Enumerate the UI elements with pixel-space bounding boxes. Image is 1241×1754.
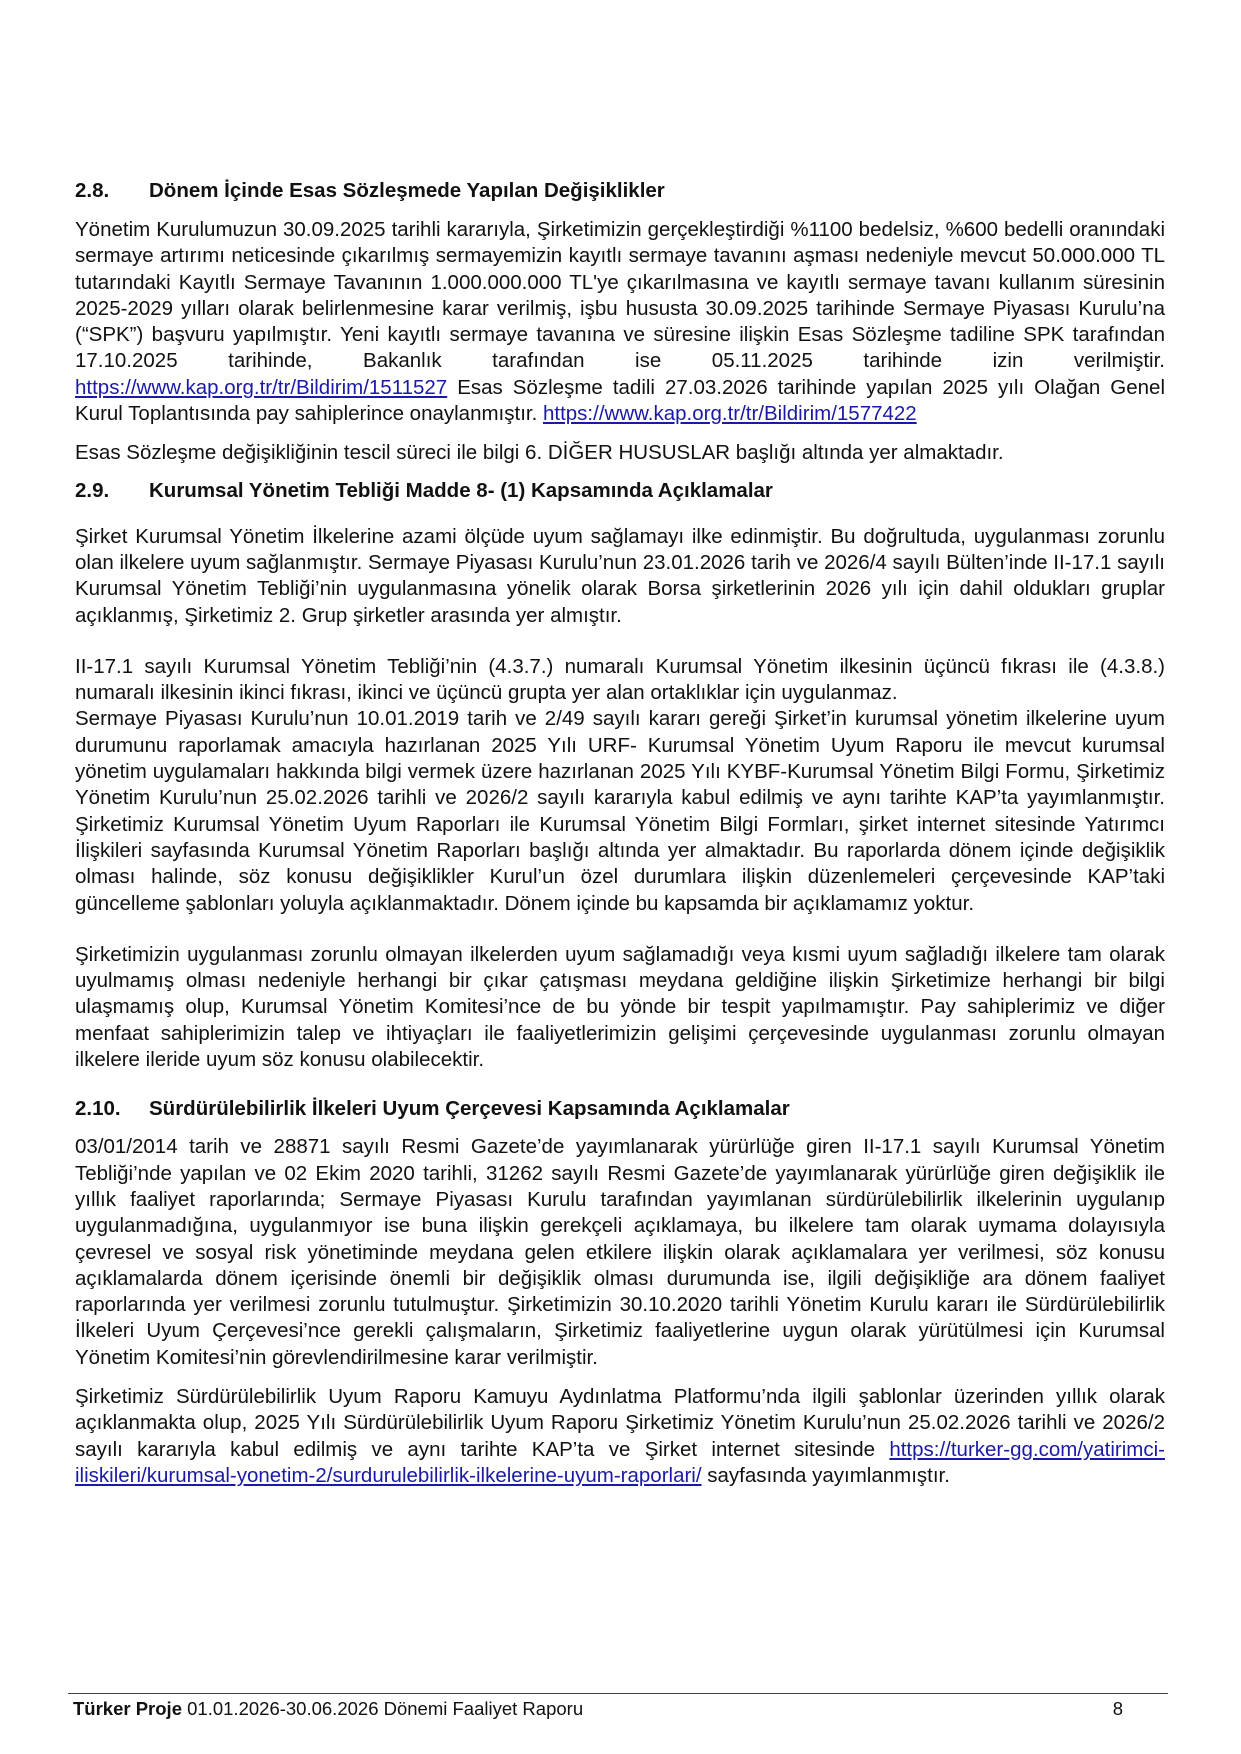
paragraph-text: Yönetim Kurulumuzun 30.09.2025 tarihli kararıyla, Şirketimizin gerçekleştirdiği %1100 bedelsiz, %600 bedelli oranındaki sermaye artırımı neticesinde çıkarılmış sermayemizin kayıtlı sermaye tavanını aşması nedeniyle mevcut 50.000.000 TL tutarındaki Kayıtlı Sermaye Tavanının 1.000.000.000 TL'ye çıkarılmasına ve kayıtlı sermaye tavanı kullanım süresinin 2025-2029 yılları olarak belirlenmesine karar verilmiş, işbu hususta 30.09.2025 tarihinde Sermaye Piyasası Kurulu’na (“SPK”) başvuru yapılmıştır. Yeni kayıtlı sermaye tavanına ve süresine ilişkin Esas Sözleşme tadiline SPK tarafından 17.10.2025 tarihinde, Bakanlık tarafından ise 05.11.2025 tarihinde izin verilmiştir. [75,218,1165,373]
paragraph-text: sayfasında yayımlanmıştır. [707,1463,950,1487]
page-number: 8 [1112,1698,1123,1719]
paragraph [75,217,1165,427]
section-title: Kurumsal Yönetim Tebliği Madde 8- (1) Kapsamında Açıklamalar [149,478,773,502]
section-title: Sürdürülebilirlik İlkeleri Uyum Çerçevesi Kapsamında Açıklamalar [149,1097,790,1121]
section-title: Dönem İçinde Esas Sözleşmede Yapılan Değişiklikler [149,179,665,202]
page-footer [73,1697,1123,1721]
paragraph-text: Şirketimiz Sürdürülebilirlik Uyum Raporu Kamuyu Aydınlatma Platformu’nda ilgili şablonlar üzerinden yıllık olarak açıklanmakta olup, 2025 Yılı Sürdürülebilirlik Uyum Raporu Şirketimiz Yönetim Kurulu’nun 25.02.2026 tarihli ve 2026/2 sayılı kararıyla kabul edilmiş ve aynı tarihte KAP’ta ve Şirket internet sitesinde [75,1384,1165,1461]
paragraph: Şirketimizin uygulanması zorunlu olmayan ilkelerden uyum sağlamadığı veya kısmi uyum sağladığı ilkelere tam olarak uyulmamış olması nedeniyle herhangi bir çıkar çatışması meydana geldiğine ilişkin Şirketimize herhangi bir bilgi ulaşmamış olup, Kurumsal Yönetim Komitesi’nce de bu yönde bir tespit yapılmamıştır. Pay sahiplerimiz ve diğer menfaat sahiplerimizin talep ve ihtiyaçları ile faaliyetlerimizin gelişimi çerçevesinde uygulanması zorunlu olmayan ilkelere ileride uyum söz konusu olabilecektir. [75,942,1165,1072]
paragraph: II-17.1 sayılı Kurumsal Yönetim Tebliği’nin (4.3.7.) numaralı Kurumsal Yönetim ilkesinin üçüncü fıkrası ile (4.3.8.) numaralı ilkesinin ikinci fıkrası, ikinci ve üçüncü grupta yer alan ortaklıklar için uygulanmaz. [75,654,1165,705]
page-content [75,178,1165,1489]
footer-text: 01.01.2026-30.06.2026 Dönemi Faaliyet Raporu [187,1698,584,1719]
kap-link-1577422[interactable]: https://www.kap.org.tr/tr/Bildirim/1577422 [542,402,917,426]
paragraph: Sermaye Piyasası Kurulu’nun 10.01.2019 tarih ve 2/49 sayılı kararı gereği Şirket’in kurumsal yönetim ilkelerine uyum durumunu raporlamak amacıyla hazırlanan 2025 Yılı URF- Kurumsal Yönetim Uyum Raporu ile mevcut kurumsal yönetim uygulamaları hakkında bilgi vermek üzere hazırlanan 2025 Yılı KYBF-Kurumsal Yönetim Bilgi Formu, Şirketimiz Yönetim Kurulu’nun 25.02.2026 tarihli ve 2026/2 sayılı kararıyla kabul edilmiş ve aynı tarihte KAP’ta yayımlanmıştır. Şirketimiz Kurumsal Yönetim Uyum Raporları ile Kurumsal Yönetim Bilgi Formları, şirket internet sitesinde Yatırımcı İlişkileri sayfasında Kurumsal Yönetim Raporları başlığı altında yer almaktadır. Bu raporlarda dönem içinde değişiklik olması halinde, söz konusu değişiklikler Kurul’un özel durumlara ilişkin düzenlemeleri çerçevesinde KAP’taki güncelleme şablonları yoluyla açıklanmaktadır. Dönem içinde bu kapsamda bir açıklamamız yoktur. [75,707,1165,915]
paragraph: Esas Sözleşme değişikliğinin tescil süreci ile bilgi 6. DİĞER HUSUSLAR başlığı altında yer almaktadır. [75,441,1004,465]
section-heading-2-8 [75,178,1165,204]
paragraph-text: Esas Sözleşme tadili 27.03.2026 tarihinde yapılan 2025 yılı Olağan Genel Kurul Toplantısında pay sahiplerince onaylanmıştır. [75,375,1165,426]
section-number: 2.10. [75,1097,121,1121]
paragraph: Şirket Kurumsal Yönetim İlkelerine azami ölçüde uyum sağlamayı ilke edinmiştir. Bu doğrultuda, uygulanması zorunlu olan ilkelere uyum sağlanmıştır. Sermaye Piyasası Kurulu’nun 23.01.2026 tarih ve 2026/4 sayılı Bülten’inde II-17.1 sayılı Kurumsal Yönetim Tebliği’nin uygulanmasına yönelik olarak Borsa şirketlerinin 2026 yılı için dahil oldukları gruplar açıklanmış, Şirketimiz 2. Grup şirketler arasında yer almıştır. [75,524,1165,627]
section-number: 2.8. [75,179,110,202]
section-heading-2-10 [75,1096,1165,1122]
paragraph: 03/01/2014 tarih ve 28871 sayılı Resmi Gazete’de yayımlanarak yürürlüğe giren II-17.1 sayılı Kurumsal Yönetim Tebliği’nde yapılan ve 02 Ekim 2020 tarihli, 31262 sayılı Resmi Gazete’de yayımlanarak yürürlüğe giren değişiklik ile yıllık faaliyet raporlarında; Sermaye Piyasası Kurulu tarafından yayımlanan sürdürülebilirlik ilkelerinin uygulanıp uygulanmadığına, uygulanmıyor ise buna ilişkin gerekçeli açıklamaya, bu ilkelere tam olarak uymama dolayısıyla çevresel ve sosyal risk yönetiminde meydana gelen etkilere ilişkin olarak açıklamalara yer verilmesi, söz konusu açıklamalarda dönem içerisinde önemli bir değişiklik olması durumunda ise, ilgili değişikliğe ara dönem faaliyet raporlarında yer verilmesi zorunlu tutulmuştur. Şirketimizin 30.10.2020 tarihli Yönetim Kurulu kararı ile Sürdürülebilirlik İlkeleri Uyum Çerçevesi’nce gerekli çalışmaların, Şirketimiz faaliyetlerine uygun olarak yürütülmesi için Kurumsal Yönetim Komitesi’nin görevlendirilmesine karar verilmiştir. [75,1135,1165,1369]
kap-link-1511527[interactable]: https://www.kap.org.tr/tr/Bildirim/1511527 [75,375,448,399]
footer-brand: Türker Proje [73,1698,182,1719]
section-number: 2.9. [75,478,110,502]
section-heading-2-9 [75,478,1165,504]
paragraph [75,1384,1165,1489]
footer-divider [68,1693,1168,1694]
sustainability-report-link[interactable]: https://turker-gg.com/yatirimci-iliskileri/kurumsal-yonetim-2/surdurulebilirlik-ilkelerine-uyum-raporlari/ [75,1437,1165,1487]
